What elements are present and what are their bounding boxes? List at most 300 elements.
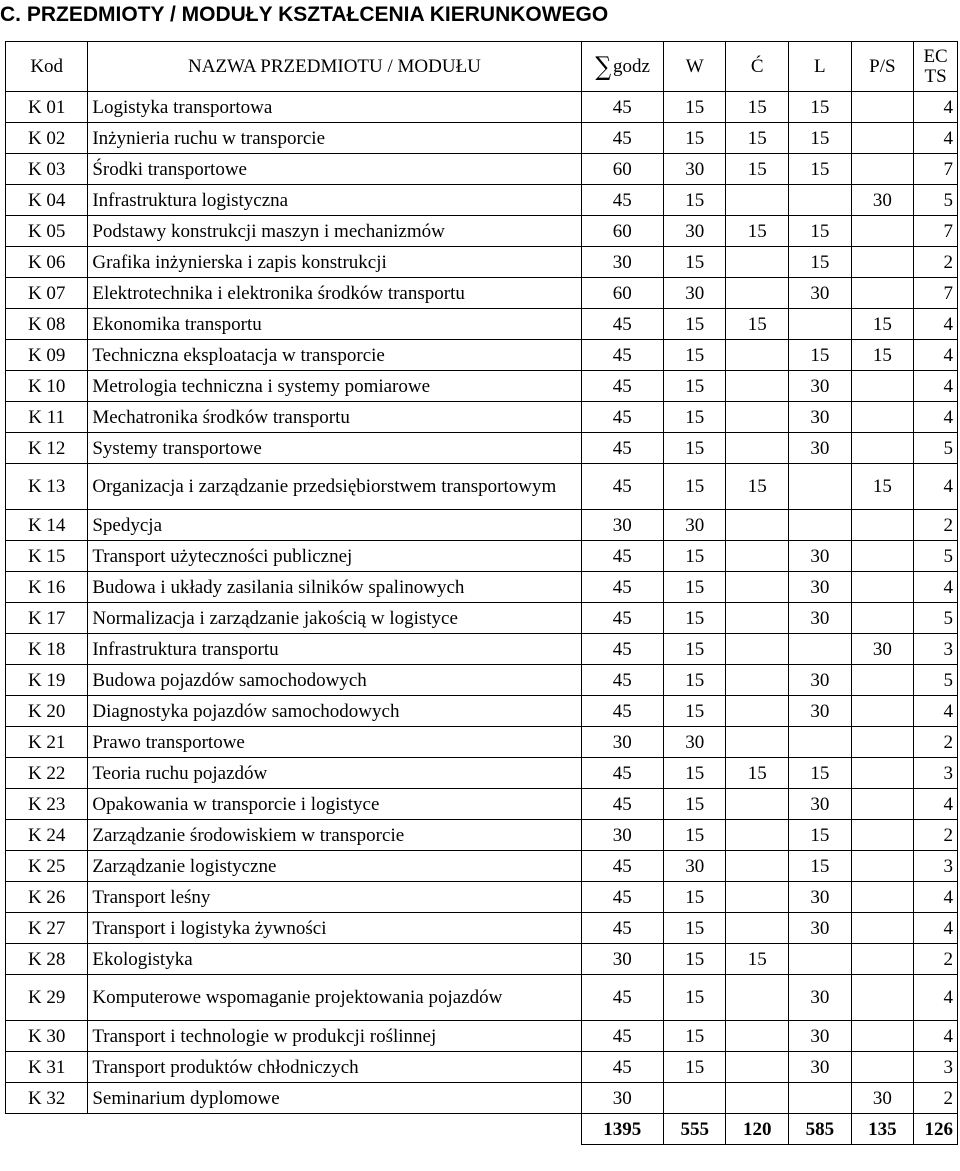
- cell-godz: 45: [581, 789, 663, 820]
- cell-ects: 4: [914, 975, 958, 1021]
- cell-w: 15: [663, 371, 726, 402]
- cell-godz: 45: [581, 185, 663, 216]
- cell-ects: 4: [914, 696, 958, 727]
- cell-c: [726, 402, 789, 433]
- cell-ects: 4: [914, 913, 958, 944]
- header-l: L: [789, 42, 852, 92]
- cell-c: [726, 371, 789, 402]
- table-row: [6, 820, 958, 851]
- cell-nazwa: Metrologia techniczna i systemy pomiarowe: [88, 371, 581, 402]
- cell-ects: 5: [914, 185, 958, 216]
- cell-c: 15: [726, 309, 789, 340]
- cell-w: 15: [663, 464, 726, 510]
- cell-ects: 2: [914, 727, 958, 758]
- cell-c: 15: [726, 944, 789, 975]
- cell-c: [726, 634, 789, 665]
- cell-ps: [851, 247, 914, 278]
- cell-l: 15: [789, 851, 852, 882]
- table-row: [6, 634, 958, 665]
- cell-l: 30: [789, 572, 852, 603]
- cell-c: [726, 727, 789, 758]
- cell-l: 30: [789, 371, 852, 402]
- total-c: 120: [726, 1114, 789, 1145]
- cell-w: 15: [663, 789, 726, 820]
- cell-godz: 60: [581, 278, 663, 309]
- cell-w: 30: [663, 727, 726, 758]
- cell-nazwa: Elektrotechnika i elektronika środków transportu: [88, 278, 581, 309]
- total-ps: 135: [851, 1114, 914, 1145]
- cell-ects: 4: [914, 402, 958, 433]
- cell-ps: [851, 696, 914, 727]
- cell-godz: 45: [581, 882, 663, 913]
- cell-nazwa: Teoria ruchu pojazdów: [88, 758, 581, 789]
- cell-ps: [851, 851, 914, 882]
- cell-nazwa: Infrastruktura transportu: [88, 634, 581, 665]
- cell-c: [726, 185, 789, 216]
- cell-ps: 30: [851, 634, 914, 665]
- header-w: W: [663, 42, 726, 92]
- cell-godz: 45: [581, 975, 663, 1021]
- table-row: [6, 541, 958, 572]
- cell-kod: K 05: [6, 216, 88, 247]
- cell-kod: K 17: [6, 603, 88, 634]
- cell-l: 30: [789, 975, 852, 1021]
- table-row: [6, 216, 958, 247]
- cell-nazwa: Opakowania w transporcie i logistyce: [88, 789, 581, 820]
- table-row: [6, 371, 958, 402]
- cell-w: 15: [663, 92, 726, 123]
- cell-godz: 45: [581, 371, 663, 402]
- cell-c: [726, 789, 789, 820]
- cell-w: 15: [663, 433, 726, 464]
- cell-l: 30: [789, 882, 852, 913]
- header-godz-label: godz: [613, 55, 650, 77]
- cell-l: 30: [789, 1052, 852, 1083]
- cell-nazwa: Organizacja i zarządzanie przedsiębiorstwem transportowym: [88, 464, 581, 510]
- cell-l: [789, 634, 852, 665]
- cell-ps: [851, 278, 914, 309]
- cell-kod: K 21: [6, 727, 88, 758]
- cell-l: 30: [789, 696, 852, 727]
- cell-ects: 2: [914, 510, 958, 541]
- cell-c: [726, 433, 789, 464]
- cell-ects: 4: [914, 309, 958, 340]
- header-ects: [914, 42, 958, 92]
- cell-c: 15: [726, 123, 789, 154]
- cell-nazwa: Podstawy konstrukcji maszyn i mechanizmów: [88, 216, 581, 247]
- cell-w: 15: [663, 340, 726, 371]
- cell-nazwa: Diagnostyka pojazdów samochodowych: [88, 696, 581, 727]
- cell-nazwa: Ekologistyka: [88, 944, 581, 975]
- cell-w: 15: [663, 696, 726, 727]
- cell-ects: 3: [914, 758, 958, 789]
- cell-w: 15: [663, 309, 726, 340]
- cell-w: 15: [663, 185, 726, 216]
- cell-l: 15: [789, 216, 852, 247]
- cell-godz: 45: [581, 851, 663, 882]
- cell-l: 30: [789, 1021, 852, 1052]
- header-nazwa: NAZWA PRZEDMIOTU / MODUŁU: [88, 42, 581, 92]
- cell-ps: [851, 882, 914, 913]
- cell-nazwa: Budowa i układy zasilania silników spalinowych: [88, 572, 581, 603]
- table-row: [6, 247, 958, 278]
- table-row: [6, 510, 958, 541]
- cell-godz: 45: [581, 123, 663, 154]
- cell-nazwa: Budowa pojazdów samochodowych: [88, 665, 581, 696]
- cell-godz: 45: [581, 1052, 663, 1083]
- cell-l: [789, 1083, 852, 1114]
- cell-w: 30: [663, 216, 726, 247]
- cell-ects: 4: [914, 123, 958, 154]
- cell-nazwa: Normalizacja i zarządzanie jakością w logistyce: [88, 603, 581, 634]
- cell-nazwa: Ekonomika transportu: [88, 309, 581, 340]
- header-row: [6, 42, 958, 92]
- cell-nazwa: Infrastruktura logistyczna: [88, 185, 581, 216]
- cell-ects: 7: [914, 278, 958, 309]
- table-row: [6, 696, 958, 727]
- header-ps: P/S: [851, 42, 914, 92]
- cell-nazwa: Mechatronika środków transportu: [88, 402, 581, 433]
- cell-kod: K 26: [6, 882, 88, 913]
- cell-ps: [851, 758, 914, 789]
- cell-godz: 30: [581, 944, 663, 975]
- cell-ects: 2: [914, 820, 958, 851]
- cell-godz: 45: [581, 402, 663, 433]
- cell-nazwa: Komputerowe wspomaganie projektowania pojazdów: [88, 975, 581, 1021]
- totals-row: [6, 1114, 958, 1145]
- cell-w: 15: [663, 820, 726, 851]
- cell-ps: [851, 1052, 914, 1083]
- header-kod: Kod: [6, 42, 88, 92]
- cell-godz: 45: [581, 1021, 663, 1052]
- cell-godz: 45: [581, 541, 663, 572]
- table-row: [6, 572, 958, 603]
- header-godz: [581, 42, 663, 92]
- cell-godz: 60: [581, 216, 663, 247]
- cell-l: 30: [789, 278, 852, 309]
- cell-w: 15: [663, 1021, 726, 1052]
- table-row: [6, 665, 958, 696]
- cell-l: 30: [789, 433, 852, 464]
- cell-ps: [851, 975, 914, 1021]
- cell-w: 15: [663, 541, 726, 572]
- cell-ects: 7: [914, 216, 958, 247]
- table-row: [6, 758, 958, 789]
- cell-ps: [851, 92, 914, 123]
- cell-ects: 4: [914, 464, 958, 510]
- cell-kod: K 08: [6, 309, 88, 340]
- cell-nazwa: Środki transportowe: [88, 154, 581, 185]
- cell-ects: 5: [914, 603, 958, 634]
- cell-ps: [851, 913, 914, 944]
- cell-w: 30: [663, 851, 726, 882]
- cell-nazwa: Zarządzanie środowiskiem w transporcie: [88, 820, 581, 851]
- cell-l: 15: [789, 340, 852, 371]
- cell-godz: 45: [581, 309, 663, 340]
- cell-kod: K 24: [6, 820, 88, 851]
- cell-ects: 4: [914, 371, 958, 402]
- cell-nazwa: Seminarium dyplomowe: [88, 1083, 581, 1114]
- cell-c: 15: [726, 216, 789, 247]
- cell-c: [726, 278, 789, 309]
- cell-ps: 30: [851, 1083, 914, 1114]
- cell-w: 15: [663, 572, 726, 603]
- table-row: [6, 185, 958, 216]
- cell-kod: K 04: [6, 185, 88, 216]
- table-row: [6, 433, 958, 464]
- total-ects: 126: [914, 1114, 958, 1145]
- cell-nazwa: Inżynieria ruchu w transporcie: [88, 123, 581, 154]
- cell-kod: K 14: [6, 510, 88, 541]
- table-row: [6, 123, 958, 154]
- cell-l: 15: [789, 154, 852, 185]
- cell-l: 30: [789, 789, 852, 820]
- section-heading: C. PRZEDMIOTY / MODUŁY KSZTAŁCENIA KIERUNKOWEGO: [0, 3, 609, 26]
- cell-w: 15: [663, 975, 726, 1021]
- cell-kod: K 03: [6, 154, 88, 185]
- cell-nazwa: Zarządzanie logistyczne: [88, 851, 581, 882]
- cell-godz: 60: [581, 154, 663, 185]
- table-row: [6, 1083, 958, 1114]
- cell-kod: K 10: [6, 371, 88, 402]
- cell-kod: K 22: [6, 758, 88, 789]
- cell-c: [726, 1083, 789, 1114]
- cell-ects: 3: [914, 634, 958, 665]
- cell-kod: K 13: [6, 464, 88, 510]
- cell-godz: 30: [581, 727, 663, 758]
- cell-c: 15: [726, 154, 789, 185]
- cell-nazwa: Transport produktów chłodniczych: [88, 1052, 581, 1083]
- cell-ects: 5: [914, 433, 958, 464]
- cell-godz: 45: [581, 464, 663, 510]
- cell-ects: 4: [914, 1021, 958, 1052]
- cell-l: 30: [789, 913, 852, 944]
- cell-kod: K 25: [6, 851, 88, 882]
- table-row: [6, 851, 958, 882]
- cell-ps: [851, 944, 914, 975]
- table-row: [6, 913, 958, 944]
- cell-ects: 5: [914, 541, 958, 572]
- cell-ps: [851, 402, 914, 433]
- cell-ps: [851, 789, 914, 820]
- cell-ects: 4: [914, 882, 958, 913]
- table-row: [6, 882, 958, 913]
- totals-blank: [6, 1114, 582, 1145]
- cell-ps: [851, 820, 914, 851]
- cell-l: 30: [789, 665, 852, 696]
- table-row: [6, 402, 958, 433]
- table-row: [6, 1021, 958, 1052]
- cell-godz: 45: [581, 340, 663, 371]
- cell-ects: 5: [914, 665, 958, 696]
- cell-kod: K 02: [6, 123, 88, 154]
- cell-c: [726, 1021, 789, 1052]
- cell-ps: [851, 727, 914, 758]
- cell-nazwa: Logistyka transportowa: [88, 92, 581, 123]
- cell-w: 15: [663, 634, 726, 665]
- cell-kod: K 01: [6, 92, 88, 123]
- cell-ects: 2: [914, 247, 958, 278]
- cell-ects: 4: [914, 572, 958, 603]
- cell-w: 15: [663, 402, 726, 433]
- cell-l: 15: [789, 92, 852, 123]
- table-row: [6, 92, 958, 123]
- cell-kod: K 20: [6, 696, 88, 727]
- cell-ects: 4: [914, 789, 958, 820]
- cell-w: [663, 1083, 726, 1114]
- cell-c: [726, 572, 789, 603]
- cell-ps: 15: [851, 464, 914, 510]
- cell-l: [789, 309, 852, 340]
- cell-c: [726, 1052, 789, 1083]
- cell-godz: 30: [581, 820, 663, 851]
- cell-nazwa: Systemy transportowe: [88, 433, 581, 464]
- table-row: [6, 309, 958, 340]
- cell-nazwa: Transport użyteczności publicznej: [88, 541, 581, 572]
- table-row: [6, 1052, 958, 1083]
- total-l: 585: [789, 1114, 852, 1145]
- cell-w: 30: [663, 510, 726, 541]
- table-row: [6, 278, 958, 309]
- cell-l: 30: [789, 541, 852, 572]
- cell-ps: [851, 371, 914, 402]
- cell-ps: [851, 541, 914, 572]
- cell-nazwa: Prawo transportowe: [88, 727, 581, 758]
- cell-c: [726, 851, 789, 882]
- cell-ps: [851, 1021, 914, 1052]
- cell-w: 30: [663, 154, 726, 185]
- cell-ects: 7: [914, 154, 958, 185]
- cell-l: [789, 464, 852, 510]
- cell-w: 15: [663, 665, 726, 696]
- cell-ps: [851, 510, 914, 541]
- cell-ps: [851, 216, 914, 247]
- cell-nazwa: Grafika inżynierska i zapis konstrukcji: [88, 247, 581, 278]
- cell-godz: 45: [581, 572, 663, 603]
- cell-nazwa: Transport i technologie w produkcji roślinnej: [88, 1021, 581, 1052]
- cell-c: [726, 603, 789, 634]
- cell-nazwa: Transport i logistyka żywności: [88, 913, 581, 944]
- cell-c: [726, 665, 789, 696]
- table-row: [6, 603, 958, 634]
- header-ects-line2: TS: [924, 65, 947, 87]
- cell-w: 15: [663, 123, 726, 154]
- cell-w: 30: [663, 278, 726, 309]
- header-ects-line1: EC: [923, 45, 948, 67]
- cell-kod: K 16: [6, 572, 88, 603]
- total-godz: 1395: [581, 1114, 663, 1145]
- cell-kod: K 11: [6, 402, 88, 433]
- cell-c: [726, 975, 789, 1021]
- cell-c: 15: [726, 758, 789, 789]
- cell-nazwa: Techniczna eksploatacja w transporcie: [88, 340, 581, 371]
- cell-godz: 45: [581, 433, 663, 464]
- cell-kod: K 32: [6, 1083, 88, 1114]
- table-row: [6, 340, 958, 371]
- cell-ects: 2: [914, 944, 958, 975]
- total-w: 555: [663, 1114, 726, 1145]
- cell-l: [789, 185, 852, 216]
- cell-kod: K 29: [6, 975, 88, 1021]
- cell-w: 15: [663, 247, 726, 278]
- cell-ects: 4: [914, 92, 958, 123]
- cell-godz: 45: [581, 92, 663, 123]
- cell-ects: 3: [914, 1052, 958, 1083]
- header-c: Ć: [726, 42, 789, 92]
- cell-c: 15: [726, 464, 789, 510]
- cell-ps: [851, 123, 914, 154]
- cell-godz: 30: [581, 1083, 663, 1114]
- cell-ects: 4: [914, 340, 958, 371]
- cell-w: 15: [663, 913, 726, 944]
- cell-kod: K 31: [6, 1052, 88, 1083]
- cell-l: 15: [789, 123, 852, 154]
- cell-w: 15: [663, 1052, 726, 1083]
- table-row: [6, 727, 958, 758]
- cell-l: [789, 727, 852, 758]
- cell-kod: K 12: [6, 433, 88, 464]
- cell-kod: K 30: [6, 1021, 88, 1052]
- cell-w: 15: [663, 603, 726, 634]
- cell-ps: 15: [851, 340, 914, 371]
- cell-ps: [851, 665, 914, 696]
- cell-kod: K 23: [6, 789, 88, 820]
- courses-table: [5, 41, 958, 1145]
- cell-kod: K 07: [6, 278, 88, 309]
- cell-godz: 45: [581, 696, 663, 727]
- cell-nazwa: Spedycja: [88, 510, 581, 541]
- cell-kod: K 09: [6, 340, 88, 371]
- cell-c: [726, 820, 789, 851]
- cell-ps: [851, 603, 914, 634]
- cell-w: 15: [663, 758, 726, 789]
- cell-c: [726, 247, 789, 278]
- cell-ps: [851, 154, 914, 185]
- cell-c: [726, 696, 789, 727]
- table-row: [6, 154, 958, 185]
- table-row: [6, 789, 958, 820]
- table-row: [6, 975, 958, 1021]
- cell-godz: 45: [581, 913, 663, 944]
- cell-ps: [851, 572, 914, 603]
- cell-nazwa: Transport leśny: [88, 882, 581, 913]
- cell-ps: 15: [851, 309, 914, 340]
- cell-godz: 45: [581, 758, 663, 789]
- cell-godz: 30: [581, 247, 663, 278]
- cell-c: [726, 510, 789, 541]
- cell-godz: 30: [581, 510, 663, 541]
- cell-kod: K 06: [6, 247, 88, 278]
- table-row: [6, 944, 958, 975]
- cell-godz: 45: [581, 603, 663, 634]
- cell-ps: [851, 433, 914, 464]
- cell-l: 15: [789, 247, 852, 278]
- cell-c: [726, 340, 789, 371]
- cell-l: 30: [789, 402, 852, 433]
- cell-ps: 30: [851, 185, 914, 216]
- cell-l: 15: [789, 758, 852, 789]
- sigma-symbol: ∑: [595, 51, 612, 82]
- cell-l: 30: [789, 603, 852, 634]
- cell-l: 15: [789, 820, 852, 851]
- cell-kod: K 28: [6, 944, 88, 975]
- cell-w: 15: [663, 882, 726, 913]
- cell-c: [726, 541, 789, 572]
- cell-l: [789, 510, 852, 541]
- cell-kod: K 15: [6, 541, 88, 572]
- cell-ects: 2: [914, 1083, 958, 1114]
- cell-godz: 45: [581, 665, 663, 696]
